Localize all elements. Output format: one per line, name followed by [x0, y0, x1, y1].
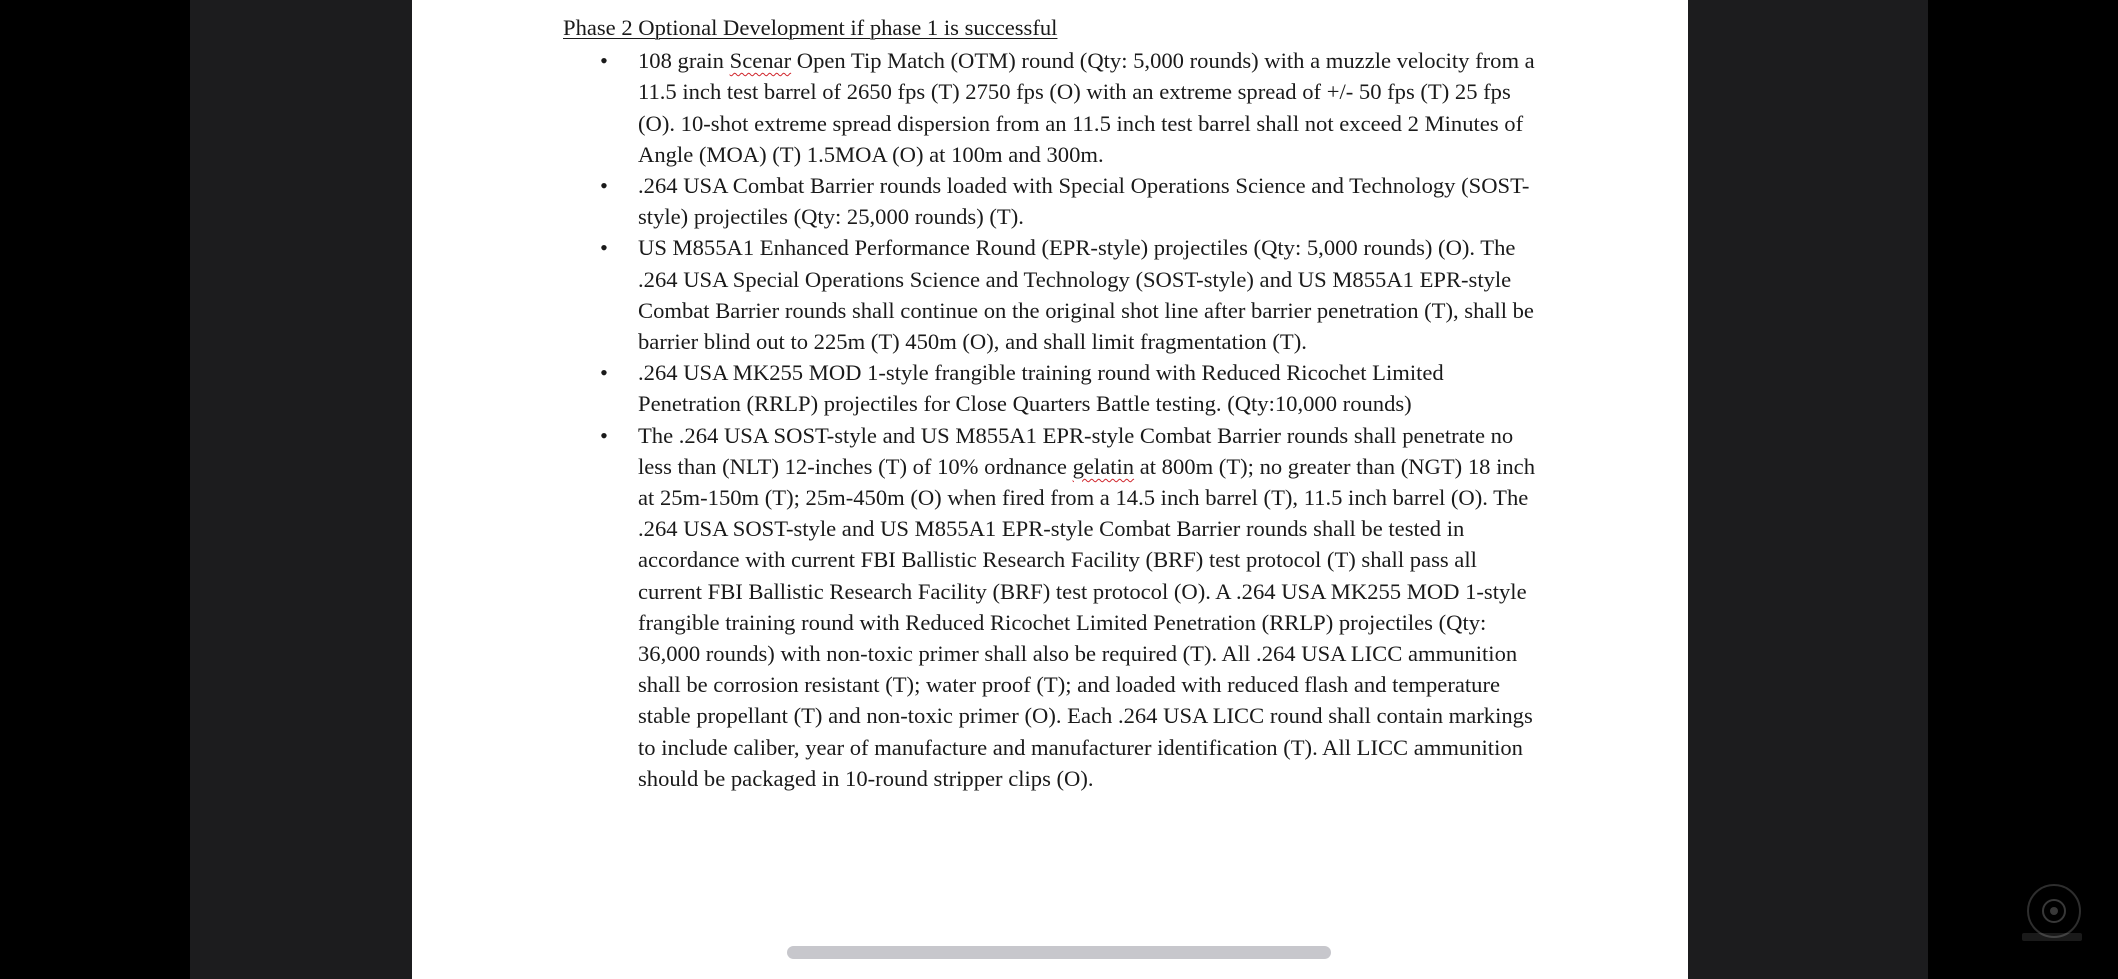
- channel-logo-glyph: [2039, 896, 2069, 926]
- bullet-icon: •: [600, 235, 608, 261]
- channel-logo-caption: [2022, 933, 2082, 941]
- list-item-text: .264 USA Combat Barrier rounds loaded with Special Operations Science and Technology (SOST-style) projectiles (Qty: 25,000 rounds) (T).: [638, 173, 1530, 230]
- list-item-text: .264 USA MK255 MOD 1-style frangible training round with Reduced Ricochet Limited Penetration (RRLP) projectiles for Close Quarters Battle testing. (Qty:10,000 rounds): [638, 360, 1444, 417]
- right-pillarbox: [1688, 0, 1928, 979]
- list-item: [563, 45, 1538, 170]
- list-item: [563, 170, 1538, 232]
- list-item-text: 108 grain: [638, 48, 730, 74]
- list-item-text: US M855A1 Enhanced Performance Round (EPR-style) projectiles (Qty: 5,000 rounds) (O). The .264 USA Special Operations Science and Technology (SOST-style) and US M855A1 EPR-style Combat Barrier rounds shall continue on the original shot line after barrier penetration (T), shall be barrier blind out to 225m (T) 450m (O), and shall limit fragmentation (T).: [638, 235, 1534, 355]
- list-item-text: Open Tip Match (OTM) round (Qty: 5,000 rounds) with a muzzle velocity from a 11.5 inch test barrel of 2650 fps (T) 2750 fps (O) with an extreme spread of +/- 50 fps (T) 25 fps (O). 10-shot extreme spread dispersion from an 11.5 inch test barrel shall not exceed 2 Minutes of Angle (MOA) (T) 1.5MOA (O) at 100m and 300m.: [638, 48, 1535, 167]
- channel-logo-icon: [2027, 884, 2081, 938]
- document-page[interactable]: [412, 0, 1688, 979]
- spellcheck-flagged-word[interactable]: gelatin: [1072, 453, 1135, 479]
- list-item: [563, 420, 1538, 794]
- list-item: [563, 357, 1538, 419]
- spellcheck-flagged-word[interactable]: Scenar: [729, 48, 792, 74]
- document-body: [563, 12, 1673, 794]
- list-item: [563, 232, 1538, 357]
- horizontal-scrollbar[interactable]: [787, 946, 1331, 959]
- requirements-list: [563, 45, 1673, 794]
- section-heading: Phase 2 Optional Development if phase 1 is successful: [563, 15, 1058, 40]
- left-pillarbox: [190, 0, 412, 979]
- bullet-icon: •: [600, 48, 608, 74]
- list-item-text: The .264 USA SOST-style and US M855A1 EPR-style Combat Barrier rounds shall penetrate no less than (NLT) 12-inches (T) of 10% ordnance: [638, 422, 1514, 479]
- list-item-text: at 800m (T); no greater than (NGT) 18 inch at 25m-150m (T); 25m-450m (O) when fired from a 14.5 inch barrel (T), 11.5 inch barrel (O). The .264 USA SOST-style and US M855A1 EPR-style Combat Barrier rounds shall be tested in accordance with current FBI Ballistic Research Facility (BRF) test protocol (T) shall pass all current FBI Ballistic Research Facility (BRF) test protocol (O). A .264 USA MK255 MOD 1-style frangible training round with Reduced Ricochet Limited Penetration (RRLP) projectiles (Qty: 36,000 rounds) with non-toxic primer shall also be required (T). All .264 USA LICC ammunition shall be corrosion resistant (T); water proof (T); and loaded with reduced flash and temperature stable propellant (T) and non-toxic primer (O). Each .264 USA LICC round shall contain markings to include caliber, year of manufacture and manufacturer identification (T). All LICC ammunition should be packaged in 10-round stripper clips (O).: [638, 453, 1535, 791]
- bullet-icon: •: [600, 422, 608, 448]
- bullet-icon: •: [600, 360, 608, 386]
- bullet-icon: •: [600, 173, 608, 199]
